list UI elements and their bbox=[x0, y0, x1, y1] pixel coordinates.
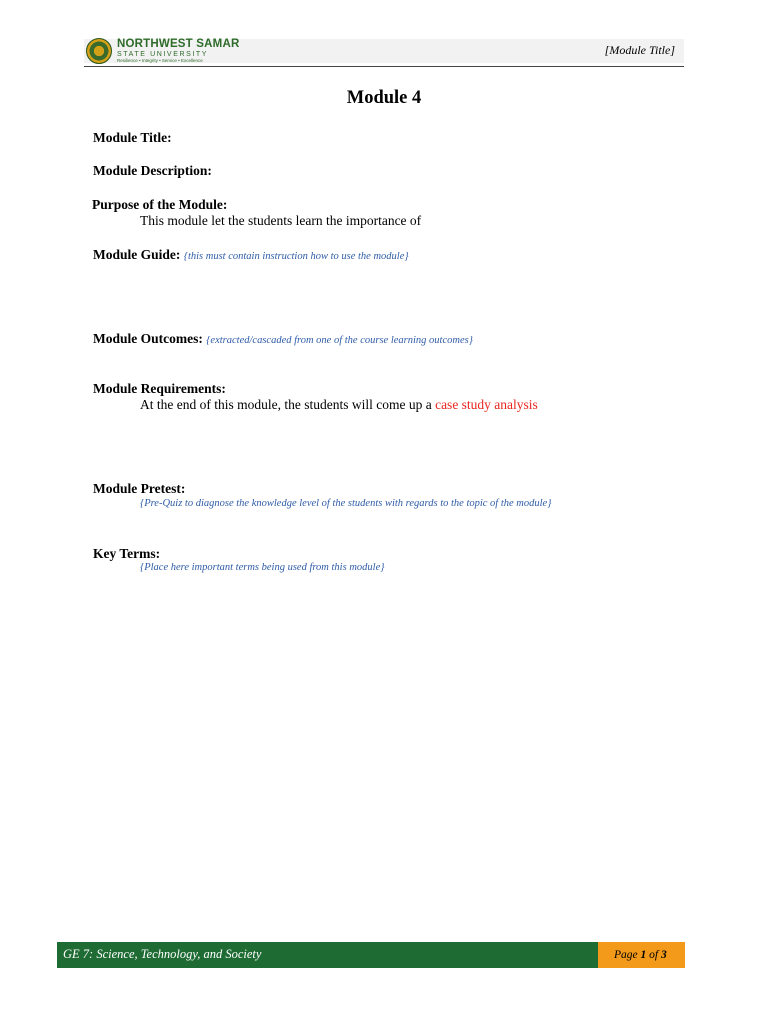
module-title-label: Module Title: bbox=[93, 130, 172, 145]
module-pretest-label: Module Pretest: bbox=[93, 481, 186, 496]
module-requirements-text-row bbox=[140, 397, 538, 413]
page-word: Page bbox=[614, 949, 638, 961]
footer-page-box bbox=[598, 942, 685, 968]
purpose-text: This module let the students learn the importance of bbox=[140, 213, 422, 228]
module-guide-row bbox=[93, 247, 409, 263]
module-requirements-text: At the end of this module, the students will come up a bbox=[140, 397, 432, 412]
university-seal-icon bbox=[86, 38, 112, 64]
page-of: of bbox=[649, 949, 659, 961]
module-guide-label: Module Guide: bbox=[93, 247, 181, 262]
header-divider bbox=[84, 66, 684, 67]
module-requirements-highlight: case study analysis bbox=[435, 397, 538, 412]
page-total: 3 bbox=[660, 949, 667, 961]
key-terms-label: Key Terms: bbox=[93, 546, 161, 561]
page-footer bbox=[57, 942, 685, 968]
page-current: 1 bbox=[640, 949, 647, 961]
university-name: NORTHWEST SAMAR bbox=[117, 37, 240, 50]
module-guide-note: {this must contain instruction how to use the module} bbox=[183, 251, 409, 262]
module-outcomes-label: Module Outcomes: bbox=[93, 331, 203, 346]
module-description-label: Module Description: bbox=[93, 163, 212, 178]
purpose-label: Purpose of the Module: bbox=[92, 197, 228, 212]
key-terms-note: {Place here important terms being used from this module} bbox=[140, 562, 385, 573]
university-logo bbox=[86, 36, 246, 66]
footer-course-bar bbox=[57, 942, 598, 968]
module-outcomes-note: {extracted/cascaded from one of the course learning outcomes} bbox=[206, 335, 473, 346]
module-requirements-label: Module Requirements: bbox=[93, 381, 226, 396]
university-sub: STATE UNIVERSITY bbox=[117, 51, 209, 58]
page-title: Module 4 bbox=[346, 88, 422, 108]
footer-course-title: GE 7: Science, Technology, and Society bbox=[63, 947, 262, 961]
module-pretest-note: {Pre-Quiz to diagnose the knowledge level of the students with regards to the topic of the module} bbox=[140, 498, 552, 509]
header-module-title: [Module Title] bbox=[604, 43, 675, 57]
page-number bbox=[614, 949, 667, 961]
university-motto: Resilience • Integrity • Service • Excellence bbox=[117, 58, 203, 63]
module-outcomes-row bbox=[93, 331, 473, 347]
